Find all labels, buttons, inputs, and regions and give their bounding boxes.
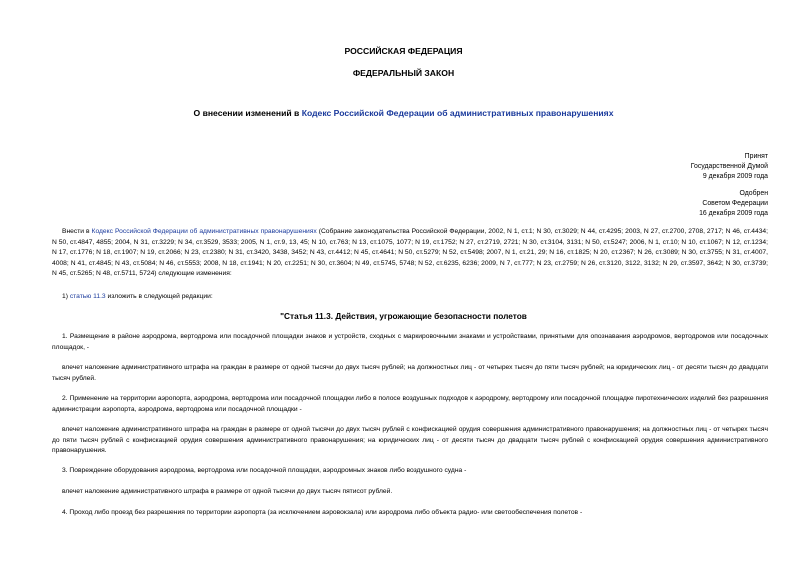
intro-code-link[interactable]: Кодекс Российской Федерации об административных правонарушениях xyxy=(91,228,317,235)
approved-line-1: Одобрен xyxy=(739,190,768,197)
item-1-prefix: 1) xyxy=(62,293,70,300)
accepted-line-2: Государственной Думой xyxy=(690,163,768,170)
approved-block xyxy=(699,189,768,219)
accepted-line-3: 9 декабря 2009 года xyxy=(702,173,768,180)
intro-paragraph xyxy=(52,227,768,280)
approved-line-2: Советом Федерации xyxy=(702,200,768,207)
item-1-paragraph xyxy=(52,292,768,303)
paragraph-2: 2. Применение на территории аэропорта, аэродрома, вертодрома или посадочной площадки либо в полосе воздушных подходов к аэродрому, вертодрому или посадочной площадке пиротехнических изделий без разрешения администрации аэропорта, аэродрома, вертодрома или посадочной площадки - xyxy=(52,395,768,413)
country-heading: РОССИЙСКАЯ ФЕДЕРАЦИЯ xyxy=(344,46,463,56)
accepted-block xyxy=(691,152,768,182)
paragraph-4: 4. Проход либо проезд без разрешения по территории аэропорта (за исключением аэровокзала) или аэродрома либо объекта радио- или светообеспечения полетов - xyxy=(62,509,583,516)
paragraph-3: 3. Повреждение оборудования аэродрома, вертодрома или посадочной площадки, аэродромных знаков либо воздушного судна - xyxy=(62,467,467,474)
paragraph-1: 1. Размещение в районе аэродрома, вертодрома или посадочной площадки знаков и устройств, сходных с маркировочными знаками и устройствами, принятыми для опознавания аэродромов, вертодромов или посадочных площадок, - xyxy=(52,333,768,351)
approved-line-3: 16 декабря 2009 года xyxy=(699,210,768,217)
accepted-line-1: Принят xyxy=(744,153,768,160)
law-type-heading: ФЕДЕРАЛЬНЫЙ ЗАКОН xyxy=(352,68,455,78)
article-heading: "Статья 11.3. Действия, угрожающие безопасности полетов xyxy=(280,311,527,321)
paragraph-2-penalty: влечет наложение административного штрафа на граждан в размере от одной тысячи до двух тысяч рублей с конфискацией орудия совершения административного правонарушения; на должностных лиц - от четырех тысяч до пяти тысяч рублей с конфискацией орудия совершения административного правонарушения; на юридических лиц - от десяти тысяч до двадцати тысяч рублей с конфискацией орудия совершения административного правонарушения. xyxy=(52,426,768,454)
law-title xyxy=(0,108,807,118)
item-1-text: изложить в следующей редакции: xyxy=(105,293,213,300)
intro-prefix: Внести в xyxy=(62,228,92,235)
paragraph-1-penalty: влечет наложение административного штрафа на граждан в размере от одной тысячи до двух тысяч рублей; на должностных лиц - от четырех тысяч до пяти тысяч рублей; на юридических лиц - от десяти тысяч до двадцати тысяч рублей. xyxy=(52,364,768,382)
code-link[interactable]: Кодекс Российской Федерации об административных правонарушениях xyxy=(301,108,614,118)
law-title-prefix: О внесении изменений в xyxy=(193,108,302,118)
paragraph-3-penalty: влечет наложение административного штрафа в размере от одной тысячи до двух тысяч пятисот рублей. xyxy=(62,488,393,495)
intro-text: (Собрание законодательства Российской Федерации, 2002, N 1, ст.1; N 30, ст.3029; N 44, ст.4295; 2003, N 27, ст.2700, 2708, 2717; N 46, ст.4434; N 50, ст.4847, 4855; 2004, N 31, ст.3229; N 34, ст.3529, 3533; 2005, N 1, ст.9, 13, 45; N 10, ст.763; N 13, ст.1075, 1077; N 19, ст.1752; N 27, ст.2719, 2721; N 30, ст.3104, 3131; N 50, ст.5247; 2006, N 1, ст.10; N 10, ст.1067; N 12, ст.1234; N 17, ст.1776; N 18, ст.1907; N 19, ст.2066; N 23, ст.2380; N 31, ст.3420, 3438, 3452; N 43, ст.4412; N 45, ст.4641; N 50, ст.5279; N 52, ст.5498; 2007, N 1, ст.21, 29; N 16, ст.1825; N 20, ст.2367; N 26, ст.3089; N 30, ст.3755; N 31, ст.4007, 4008; N 41, ст.4845; N 43, ст.5084; N 46, ст.5553; 2008, N 18, ст.1941; N 20, ст.2251; N 30, ст.3604; N 49, ст.5745, 5748; N 52, ст.6235, 6236; 2009, N 7, ст.777; N 23, ст.2759; N 26, ст.3120, 3122, 3132; N 29, ст.3597, 3642; N 30, ст.3739; N 45, ст.5265; N 48, ст.5711, 5724) следующие изменения: xyxy=(52,228,768,277)
article-link[interactable]: статью 11.3 xyxy=(69,293,106,300)
